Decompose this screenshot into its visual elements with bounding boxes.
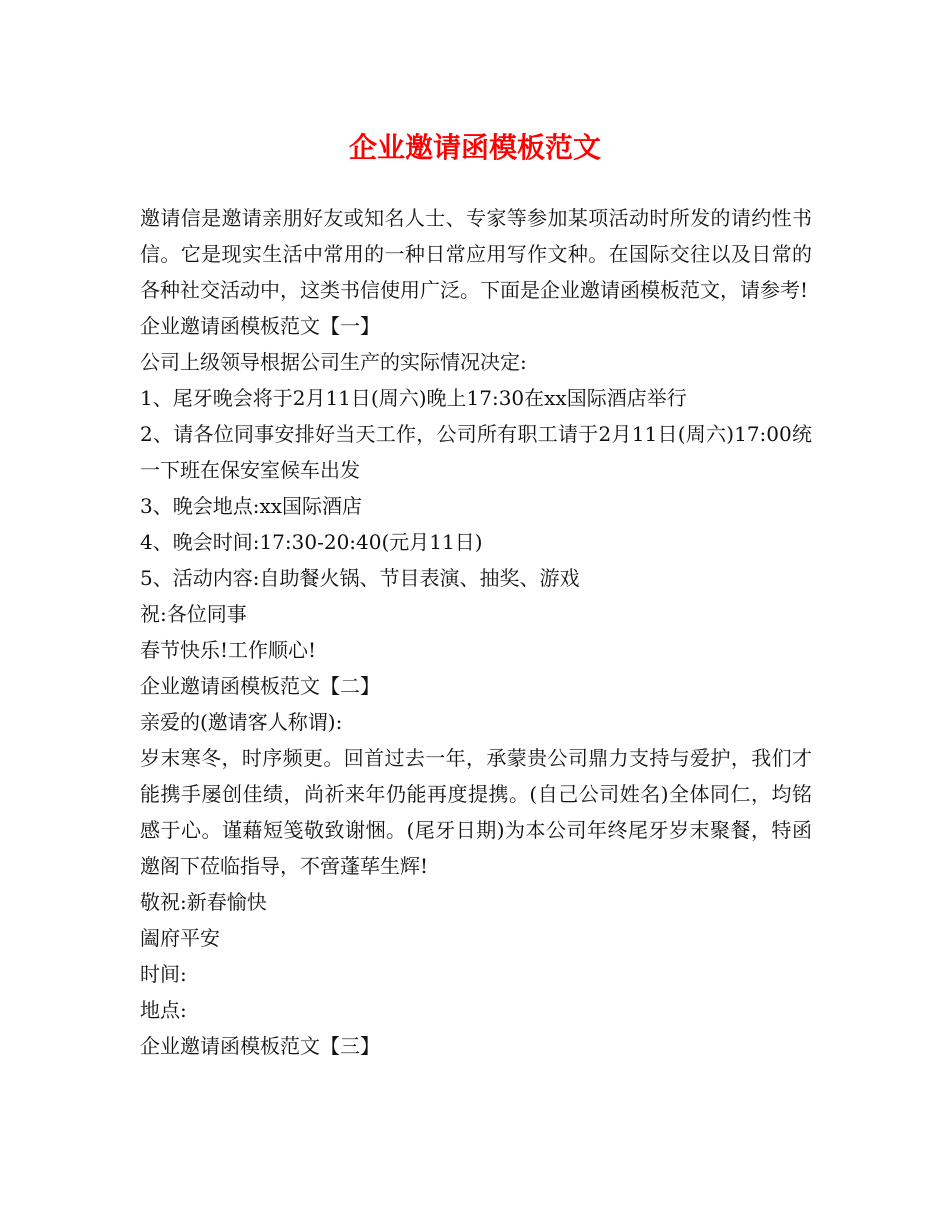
time-field: 时间: <box>140 962 187 986</box>
document-body <box>140 200 812 1064</box>
closing-line: 敬祝:新春愉快 <box>140 890 267 914</box>
greeting-wish: 春节快乐!工作顺心! <box>140 638 317 662</box>
section-heading-1: 企业邀请函模板范文【一】 <box>140 314 380 338</box>
greeting-line: 祝:各位同事 <box>140 602 247 626</box>
list-item-5: 5、活动内容:自助餐火锅、节目表演、抽奖、游戏 <box>140 566 580 590</box>
section-heading-2: 企业邀请函模板范文【二】 <box>140 674 380 698</box>
list-item-2: 2、请各位同事安排好当天工作，公司所有职工请于2月11日(周六)17:00统一下班在保安室候车出发 <box>140 422 812 482</box>
location-field: 地点: <box>140 998 187 1022</box>
section-heading-3: 企业邀请函模板范文【三】 <box>140 1034 380 1058</box>
letter-paragraph: 岁末寒冬，时序频更。回首过去一年，承蒙贵公司鼎力支持与爱护，我们才能携手屡创佳绩，尚祈来年仍能再度提携。(自己公司姓名)全体同仁，均铭感于心。谨藉短笺敬致谢悃。(尾牙日期)为本公司年终尾牙岁末聚餐，特函邀阁下莅临指导，不啻蓬荜生辉! <box>140 746 812 878</box>
intro-paragraph: 邀请信是邀请亲朋好友或知名人士、专家等参加某项活动时所发的请约性书信。它是现实生活中常用的一种日常应用写作文种。在国际交往以及日常的各种社交活动中，这类书信使用广泛。下面是企业邀请函模板范文，请参考! <box>140 206 812 302</box>
list-item-4: 4、晚会时间:17:30-20:40(元月11日) <box>140 530 483 554</box>
closing-wish: 阖府平安 <box>140 926 220 950</box>
document-title: 企业邀请函模板范文 <box>348 131 601 164</box>
list-item-3: 3、晚会地点:xx国际酒店 <box>140 494 363 518</box>
salutation-line: 亲爱的(邀请客人称谓): <box>140 710 343 734</box>
list-item-1: 1、尾牙晚会将于2月11日(周六)晚上17:30在xx国际酒店举行 <box>140 386 687 410</box>
body-line: 公司上级领导根据公司生产的实际情况决定: <box>140 350 527 374</box>
